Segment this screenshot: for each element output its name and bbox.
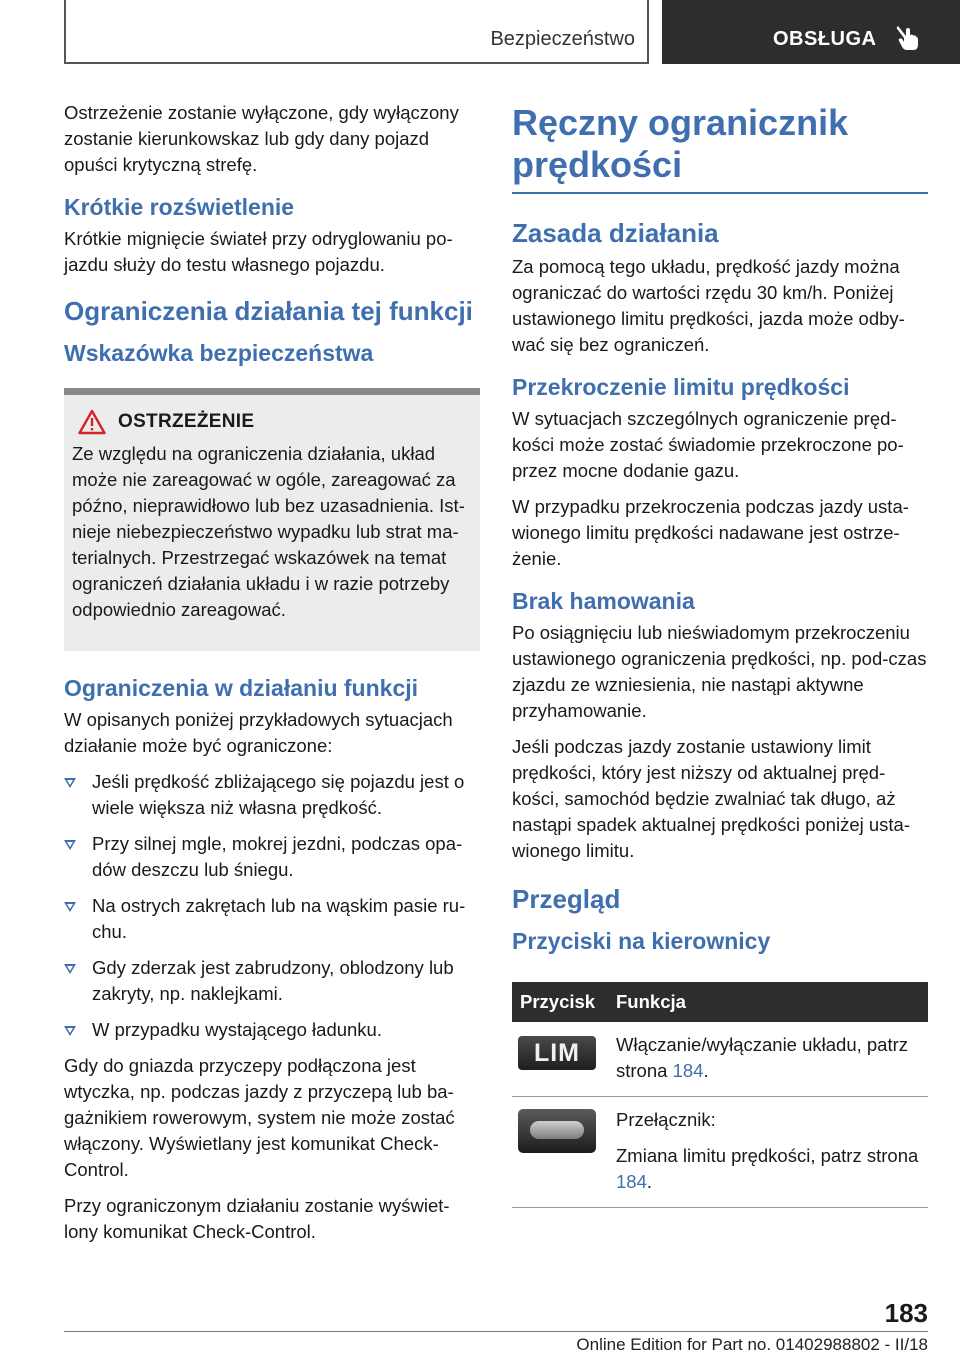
func-limits-heading: Ograniczenia w działaniu funkcji bbox=[64, 675, 419, 701]
bullet-triangle-icon bbox=[64, 778, 76, 788]
warning-box bbox=[64, 388, 480, 651]
section-title: Bezpieczeństwo bbox=[490, 28, 635, 50]
list-item: Jeśli prędkość zbliżającego się pojazdu jest o wiele większa niż własna prędkość. bbox=[64, 769, 480, 821]
rocker-switch-icon bbox=[518, 1109, 596, 1153]
page-number: 183 bbox=[884, 1298, 928, 1328]
list-item: Przy silnej mgle, mokrej jezdni, podczas opa-dów deszczu lub śniegu. bbox=[64, 831, 480, 883]
bullet-triangle-icon bbox=[64, 840, 76, 850]
limits-list bbox=[64, 769, 480, 1043]
buttons-table bbox=[512, 982, 928, 1208]
warning-triangle-icon bbox=[78, 409, 106, 435]
principle-paragraph: Za pomocą tego układu, prędkość jazdy można ograniczać do wartości rzędu 30 km/h. Poniżej ustawionego limitu prędkości, jazda może odby-wać się bez ograniczeń. bbox=[512, 256, 905, 355]
table-row bbox=[512, 1097, 928, 1208]
function-text: Włączanie/wyłączanie układu, patrz strona 184. bbox=[616, 1034, 909, 1081]
column-header-function: Funkcja bbox=[608, 982, 928, 1022]
func-limits-paragraph: W opisanych poniżej przykładowych sytuacjach działanie może być ograniczone: bbox=[64, 709, 453, 756]
list-item: Na ostrych zakrętach lub na wąskim pasie ru-chu. bbox=[64, 893, 480, 945]
principle-heading: Zasada działania bbox=[512, 218, 719, 248]
bullet-triangle-icon bbox=[64, 902, 76, 912]
exceed-heading: Przekroczenie limitu prędkości bbox=[512, 374, 850, 400]
left-column bbox=[64, 100, 480, 1255]
bullet-triangle-icon bbox=[64, 964, 76, 974]
safety-heading: Wskazówka bezpieczeństwa bbox=[64, 340, 374, 366]
flash-paragraph: Krótkie mignięcie świateł przy odryglowaniu po-jazdu służy do testu własnego pojazdu. bbox=[64, 228, 453, 275]
right-column bbox=[512, 100, 928, 1208]
chapter-tab[interactable] bbox=[662, 0, 960, 64]
intro-paragraph: Ostrzeżenie zostanie wyłączone, gdy wyłączony zostanie kierunkowskaz lub gdy dany pojazd opuści krytyczną strefę. bbox=[64, 102, 459, 175]
nobrake-heading: Brak hamowania bbox=[512, 588, 695, 614]
limits-heading: Ograniczenia działania tej funkcji bbox=[64, 296, 473, 326]
page-link[interactable]: 184 bbox=[672, 1060, 704, 1081]
exceed-paragraph-2: W przypadku przekroczenia podczas jazdy usta-wionego limitu prędkości nadawane jest ostrze-żenie. bbox=[512, 496, 909, 569]
column-header-button: Przycisk bbox=[512, 982, 608, 1022]
footer-edition: Online Edition for Part no. 01402988802 - II/18 bbox=[576, 1335, 928, 1354]
lim-button-icon: LIM bbox=[518, 1036, 596, 1070]
page-link[interactable]: 184 bbox=[616, 1171, 647, 1192]
buttons-heading: Przyciski na kierownicy bbox=[512, 928, 771, 954]
warning-text: Ze względu na ograniczenia działania, układ może nie zareagować w ogóle, zareagować za późno, nieprawidłowo lub bez uzasadnienia. Ist-nieje niebezpieczeństwo wypadku lub strat ma-terialnych. Przestrzegać wskazówek na temat ograniczeń działania układu i w razie potrzeby odpowiednio zareagować. bbox=[72, 443, 465, 620]
table-row bbox=[512, 1022, 928, 1097]
title-divider bbox=[512, 192, 928, 194]
trailer-paragraph: Gdy do gniazda przyczepy podłączona jest wtyczka, np. podczas jazdy z przyczepą lub ba-gażnikiem rowerowym, system nie może zostać włączony. Wyświetlany jest komunikat Check-Control. bbox=[64, 1055, 455, 1180]
warning-title: OSTRZEŻENIE bbox=[118, 411, 255, 432]
list-item: Gdy zderzak jest zabrudzony, oblodzony lub zakryty, np. naklejkami. bbox=[64, 955, 480, 1007]
limited-paragraph: Przy ograniczonym działaniu zostanie wyświet-lony komunikat Check-Control. bbox=[64, 1195, 450, 1242]
nobrake-paragraph-2: Jeśli podczas jazdy zostanie ustawiony limit prędkości, który jest niższy od aktualnej pręd-kości, samochód będzie zwalniać tak długo, aż nastąpi spadek aktualnej prędkości poniżej usta-wionego limitu. bbox=[512, 736, 910, 861]
exceed-paragraph-1: W sytuacjach szczególnych ograniczenie pręd-kości może zostać świadomie przekroczone po-przez mocne dodanie gazu. bbox=[512, 408, 904, 481]
chapter-tab-label: OBSŁUGA bbox=[773, 28, 877, 50]
hand-pointing-icon bbox=[894, 24, 920, 57]
overview-heading: Przegląd bbox=[512, 884, 621, 914]
function-text: Zmiana limitu prędkości, patrz strona 184. bbox=[616, 1145, 919, 1192]
flash-heading: Krótkie rozświetlenie bbox=[64, 194, 295, 220]
footer-divider bbox=[64, 1331, 928, 1332]
page-title: Ręczny ogranicznik prędkości bbox=[512, 102, 849, 185]
list-item: W przypadku wystającego ładunku. bbox=[64, 1017, 480, 1043]
function-label: Przełącznik: bbox=[616, 1109, 716, 1130]
bullet-triangle-icon bbox=[64, 1026, 76, 1036]
nobrake-paragraph-1: Po osiągnięciu lub nieświadomym przekroczeniu ustawionego ograniczenia prędkości, np. pod-czas zjazdu ze wzniesienia, nie nastąpi aktywne przyhamowanie. bbox=[512, 622, 927, 721]
